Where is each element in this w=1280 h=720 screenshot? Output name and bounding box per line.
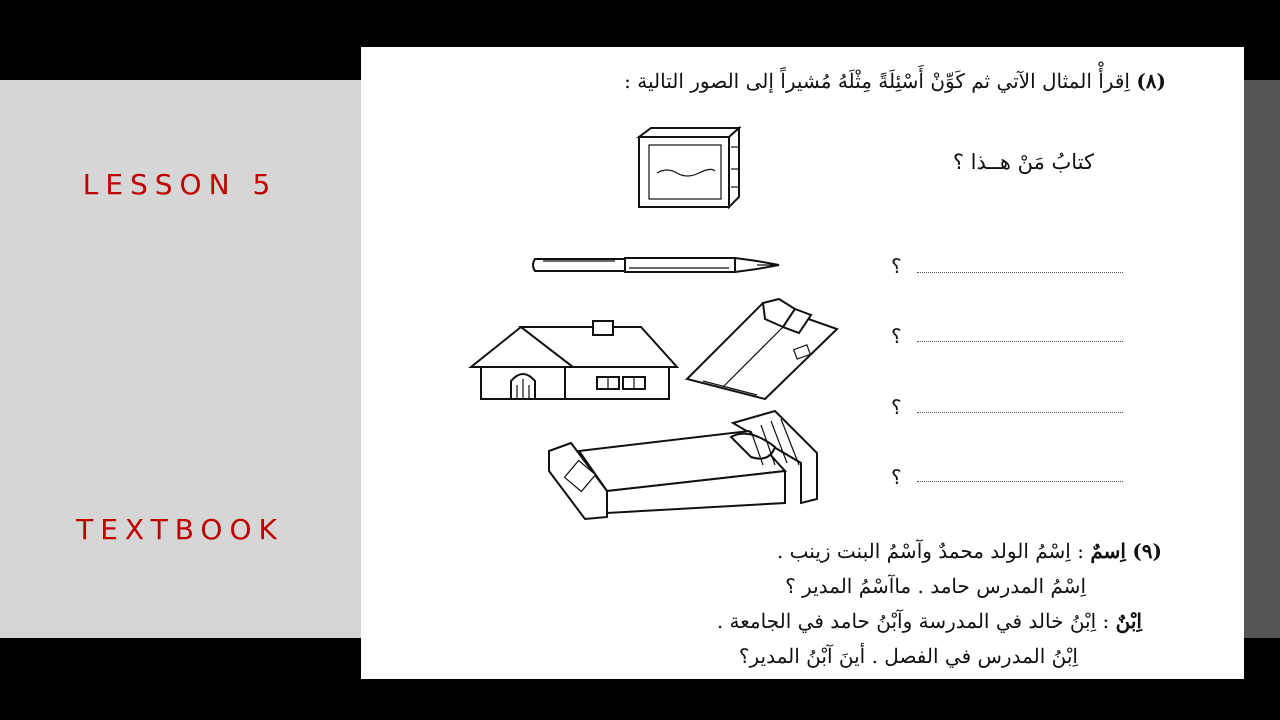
slide-right-strip [1244,80,1280,638]
exercise-9-text-3: : اِبْنُ خالد في المدرسة وآبْنُ حامد في الجامعة . [716,609,1110,633]
exercise-9-text-1: : اِسْمُ الولد محمدٌ وآسْمُ البنت زينب . [776,539,1084,563]
exercise-8-instruction: اِقرأْ المثال الآتي ثم كَوِّنْ أَسْئِلَةً مِثْلَهُ مُشيراً إلى الصور التالية : [624,69,1130,93]
question-mark-4: ؟ [891,465,902,489]
exercise-9-number: (٩) [1132,539,1162,563]
exercise-9-line-1 [777,539,1162,563]
answer-line-4 [917,481,1123,482]
house-icon [465,319,683,405]
lesson-label: LESSON 5 [82,168,278,201]
question-mark-3: ؟ [891,395,902,419]
question-mark-1: ؟ [891,254,902,278]
answer-line-3 [917,412,1123,413]
textbook-label: TEXTBOOK [76,513,284,546]
exercise-9-term-2: اِبْنٌ [1115,609,1142,633]
exercise-9-line-3 [717,609,1142,633]
exercise-8-number: (٨) [1136,69,1166,93]
bed-icon [545,407,821,521]
textbook-page-image [361,47,1244,679]
example-sentence: كتابُ مَنْ هــذا ؟ [952,150,1094,174]
exercise-8-header [624,69,1166,93]
book-icon [633,125,745,211]
answer-line-1 [917,272,1123,273]
exercise-9-term-1: اِسمٌ [1090,539,1126,563]
exercise-9-line-4: اِبْنُ المدرس في الفصل . أينَ آبْنُ المدير؟ [738,644,1078,668]
shirt-icon [683,295,843,403]
answer-line-2 [917,341,1123,342]
exercise-9-line-2: اِسْمُ المدرس حامد . ماآسْمُ المدير ؟ [785,574,1086,598]
question-mark-2: ؟ [891,324,902,348]
pen-icon [529,251,783,279]
